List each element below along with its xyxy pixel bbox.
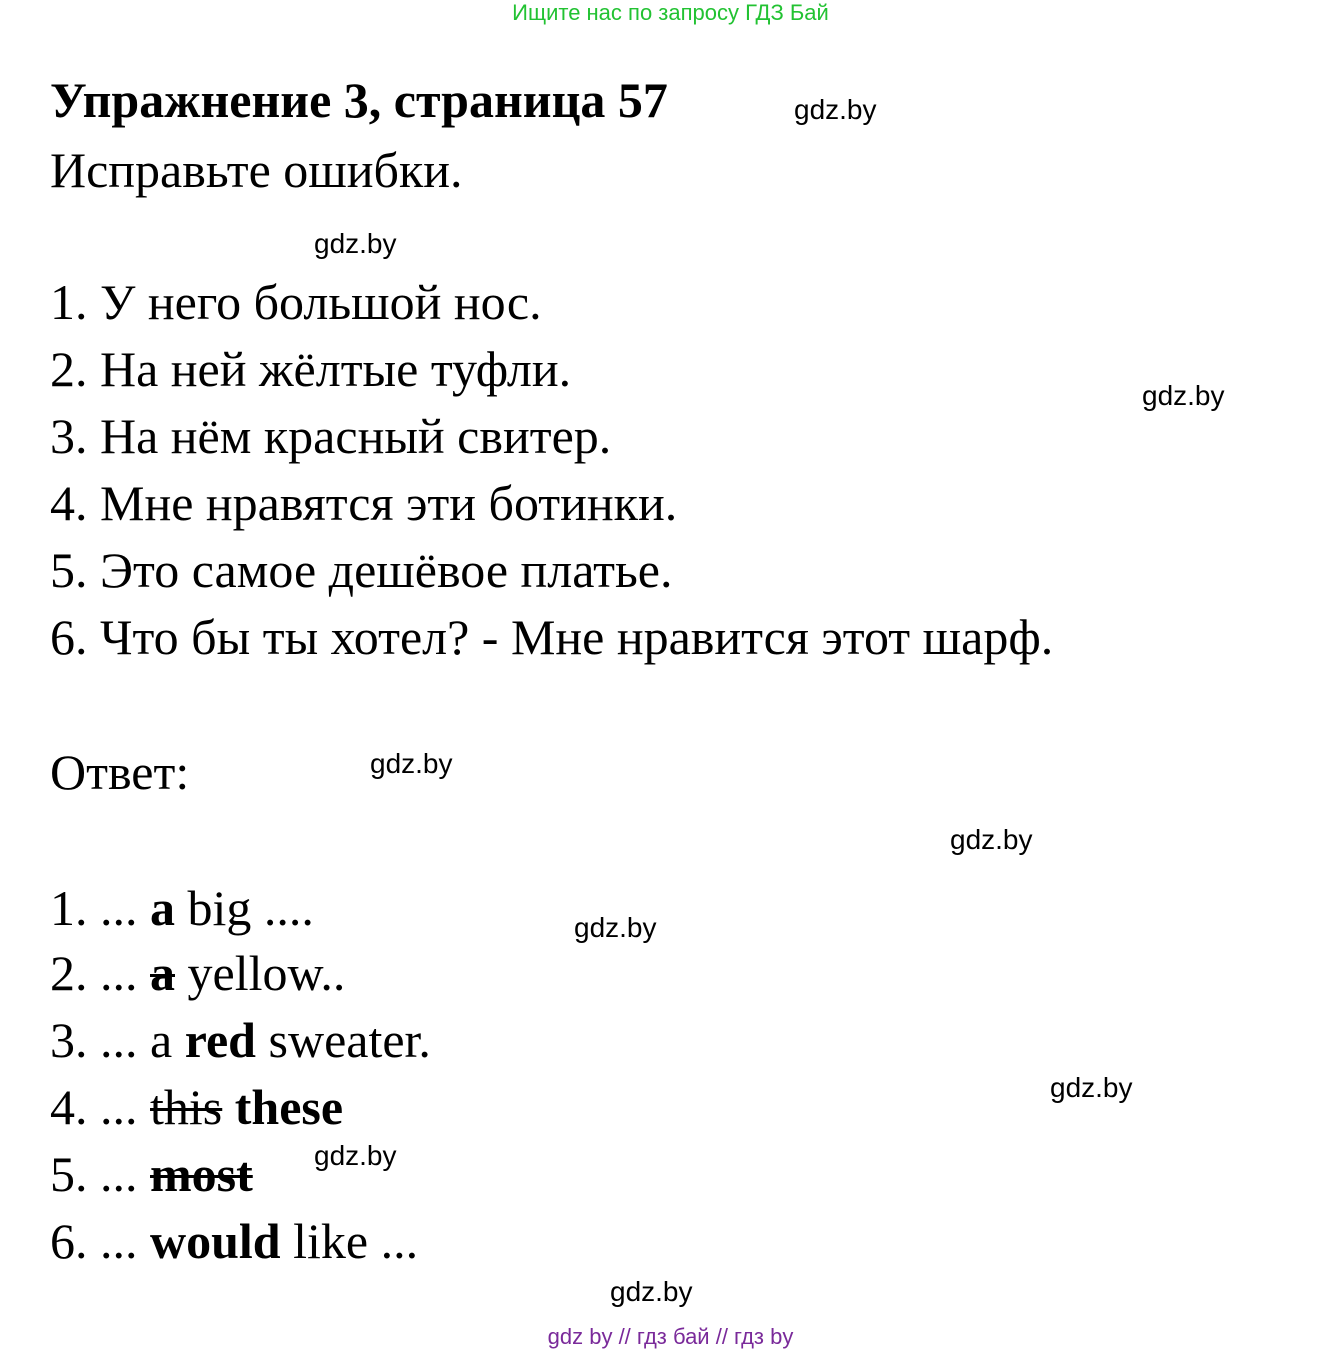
answer-label: Ответ: xyxy=(50,744,190,800)
task-item: 3. На нём красный свитер. xyxy=(50,408,612,464)
task-item: 5. Это самое дешёвое платье. xyxy=(50,542,673,598)
task-item: 6. Что бы ты хотел? - Мне нравится этот шарф. xyxy=(50,609,1054,665)
answer-prefix: 5. ... xyxy=(50,1146,150,1202)
answer-correction: these xyxy=(234,1079,344,1135)
watermark: gdz.by xyxy=(370,748,453,779)
watermark: gdz.by xyxy=(314,228,397,259)
answer-deleted: most xyxy=(150,1146,253,1202)
answer-prefix: 1. ... xyxy=(50,880,150,936)
answer-rest: sweater. xyxy=(256,1012,431,1068)
answer-prefix: 6. ... xyxy=(50,1213,150,1269)
answer-correction: a xyxy=(150,880,175,936)
task-item: 1. У него большой нос. xyxy=(50,274,542,330)
answer-rest: big .... xyxy=(175,880,314,936)
answer-item xyxy=(50,1075,343,1139)
answer-deleted: this xyxy=(150,1079,223,1135)
instruction: Исправьте ошибки. xyxy=(50,142,463,198)
top-banner: Ищите нас по запросу ГДЗ Бай xyxy=(512,0,829,25)
answer-prefix: 4. ... xyxy=(50,1079,150,1135)
answer-deleted: a xyxy=(150,945,175,1001)
answer-item xyxy=(50,1008,431,1072)
watermark: gdz.by xyxy=(1050,1072,1133,1103)
title-text: Упражнение 3, страница 57 xyxy=(50,72,668,128)
watermark: gdz.by xyxy=(574,912,657,943)
footer: gdz by // гдз бай // гдз by xyxy=(547,1324,794,1349)
answer-item xyxy=(50,941,345,1005)
answer-item xyxy=(50,1209,418,1273)
task-item: 2. На ней жёлтые туфли. xyxy=(50,341,572,397)
answer-correction: would xyxy=(150,1213,281,1269)
answer-prefix: 3. ... a xyxy=(50,1012,185,1068)
watermark: gdz.by xyxy=(794,94,877,125)
task-item: 4. Мне нравятся эти ботинки. xyxy=(50,475,678,531)
answer-correction: red xyxy=(184,1012,256,1068)
watermark: gdz.by xyxy=(1142,380,1225,411)
page-title xyxy=(50,68,668,132)
answer-rest: yellow.. xyxy=(175,945,346,1001)
watermark: gdz.by xyxy=(950,824,1033,855)
answer-item xyxy=(50,1142,253,1206)
watermark: gdz.by xyxy=(610,1276,693,1307)
watermark: gdz.by xyxy=(314,1140,397,1171)
answer-item xyxy=(50,876,314,940)
answer-prefix: 2. ... xyxy=(50,945,150,1001)
answer-rest: like ... xyxy=(280,1213,419,1269)
